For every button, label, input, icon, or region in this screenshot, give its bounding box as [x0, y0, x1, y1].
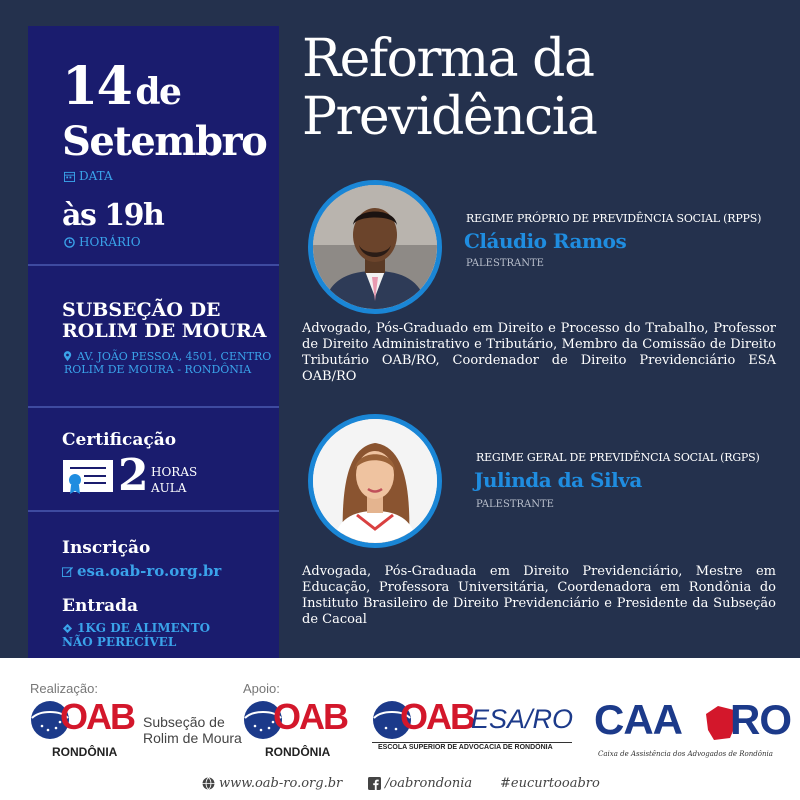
- speaker-2-photo: [308, 414, 442, 548]
- signup-title: Inscrição: [62, 538, 151, 558]
- subsecao-text: [143, 714, 242, 746]
- subsecao-line-1: Subseção de: [143, 714, 225, 730]
- entry-line-1: 1KG DE ALIMENTO: [77, 621, 211, 635]
- speaker-2-portrait: [313, 419, 437, 543]
- speaker-1-portrait: [313, 185, 437, 309]
- date-label: [64, 169, 113, 183]
- speaker-1-name: Cláudio Ramos: [464, 229, 627, 253]
- oab-rondonia-logo-2: [243, 696, 353, 762]
- signup-link[interactable]: esa.oab-ro.org.br: [77, 562, 222, 580]
- event-time: às 19h: [62, 198, 164, 233]
- event-de: de: [135, 71, 181, 113]
- esa-ro-logo: [372, 696, 582, 762]
- certification-section: [28, 410, 279, 512]
- date-time-section: [28, 26, 279, 266]
- oab-rondonia-logo-1: [30, 696, 140, 762]
- entry-info: [62, 621, 210, 649]
- address: [62, 350, 271, 376]
- certificate-icon: [62, 456, 114, 496]
- address-line-1: AV. JOÃO PESSOA, 4501, CENTRO: [77, 350, 272, 363]
- oab-rondonia-1: RONDÔNIA: [52, 745, 118, 759]
- oab-wordmark-1: OAB: [60, 696, 134, 737]
- apoio-label: Apoio:: [243, 681, 280, 696]
- cert-unit-1: HORAS: [151, 465, 198, 479]
- speaker-1-role: PALESTRANTE: [466, 258, 544, 269]
- speaker-2-name: Julinda da Silva: [474, 468, 642, 492]
- entry-line-2: NÃO PERECÍVEL: [62, 635, 177, 649]
- signup-link-row[interactable]: [62, 562, 221, 580]
- website-text[interactable]: www.oab-ro.org.br: [219, 776, 343, 791]
- entry-line-1-row: [62, 621, 210, 635]
- website-link[interactable]: [202, 776, 342, 791]
- time-label-text: HORÁRIO: [79, 235, 141, 249]
- event-day: 14: [62, 56, 132, 117]
- speaker-1-bio: Advogado, Pós-Graduado em Direito e Processo do Trabalho, Professor de Direito Administrativo e Tributário, Membro da Comissão de Direito Tributário OAB/RO, Coordenador de Direito Previdenciário ESA OAB/RO: [302, 321, 776, 384]
- speaker-2-role: PALESTRANTE: [476, 499, 554, 510]
- venue-section: [28, 268, 279, 408]
- venue-line-1: SUBSEÇÃO DE: [62, 299, 221, 321]
- oab-rondonia-2: RONDÔNIA: [265, 745, 331, 759]
- title-line-1: Reforma da: [302, 29, 594, 89]
- realizacao-label: Realização:: [30, 681, 98, 696]
- address-line-2: ROLIM DE MOURA - RONDÔNIA: [64, 363, 252, 376]
- caaro-logo: [594, 696, 791, 762]
- event-month: Setembro: [62, 118, 267, 165]
- cert-unit: [151, 464, 197, 496]
- caaro-right-text: RO: [730, 696, 791, 743]
- time-label: [64, 235, 141, 249]
- facebook-icon: [368, 777, 381, 790]
- edit-icon: [62, 566, 73, 577]
- ticket-icon: [62, 623, 73, 634]
- venue-name: [62, 300, 267, 342]
- cert-title: Certificação: [62, 430, 177, 450]
- facebook-text[interactable]: /oabrondonia: [385, 776, 473, 791]
- venue-line-2: ROLIM DE MOURA: [62, 320, 267, 342]
- cert-unit-2: AULA: [151, 481, 187, 495]
- map-pin-icon: [62, 351, 73, 362]
- oab-wordmark-2: OAB: [273, 696, 347, 737]
- subsecao-line-2: Rolim de Moura: [143, 730, 242, 746]
- globe-icon: [202, 777, 215, 790]
- speaker-2-bio: Advogada, Pós-Graduada em Direito Previdenciário, Mestre em Educação, Professora Universitária, Coordenadora em Rondônia do Instituto Brasileiro de Direito Previdenciário e Presidente da Subseção de Cacoal: [302, 564, 776, 627]
- date-label-text: DATA: [79, 169, 113, 183]
- cert-hours: 2: [118, 450, 148, 501]
- esa-oab-wordmark: OAB: [400, 696, 474, 737]
- date-block: [62, 56, 180, 117]
- title-line-2: Previdência: [302, 87, 597, 147]
- esa-text: ESA/RO: [471, 704, 574, 734]
- speaker-1-category: REGIME PRÓPRIO DE PREVIDÊNCIA SOCIAL (RPPS): [466, 212, 762, 225]
- caaro-left-text: CAA: [594, 696, 682, 743]
- esa-subtitle: ESCOLA SUPERIOR DE ADVOCACIA DE RONDÔNIA: [378, 744, 553, 751]
- calendar-icon: [64, 171, 75, 182]
- address-line-1-row: [62, 350, 271, 363]
- clock-icon: [64, 237, 75, 248]
- caaro-subtitle: Caixa de Assistência dos Advogados de Rondônia: [598, 750, 773, 758]
- hashtag-text: #eucurtooabro: [500, 776, 600, 791]
- speaker-2-category: REGIME GERAL DE PREVIDÊNCIA SOCIAL (RGPS): [476, 451, 760, 464]
- event-info-panel: [28, 26, 279, 672]
- speaker-1-photo: [308, 180, 442, 314]
- event-title: [302, 30, 596, 146]
- esa-divider: [372, 742, 572, 743]
- entry-title: Entrada: [62, 596, 139, 616]
- facebook-link[interactable]: [368, 776, 472, 791]
- signup-section: [28, 514, 279, 672]
